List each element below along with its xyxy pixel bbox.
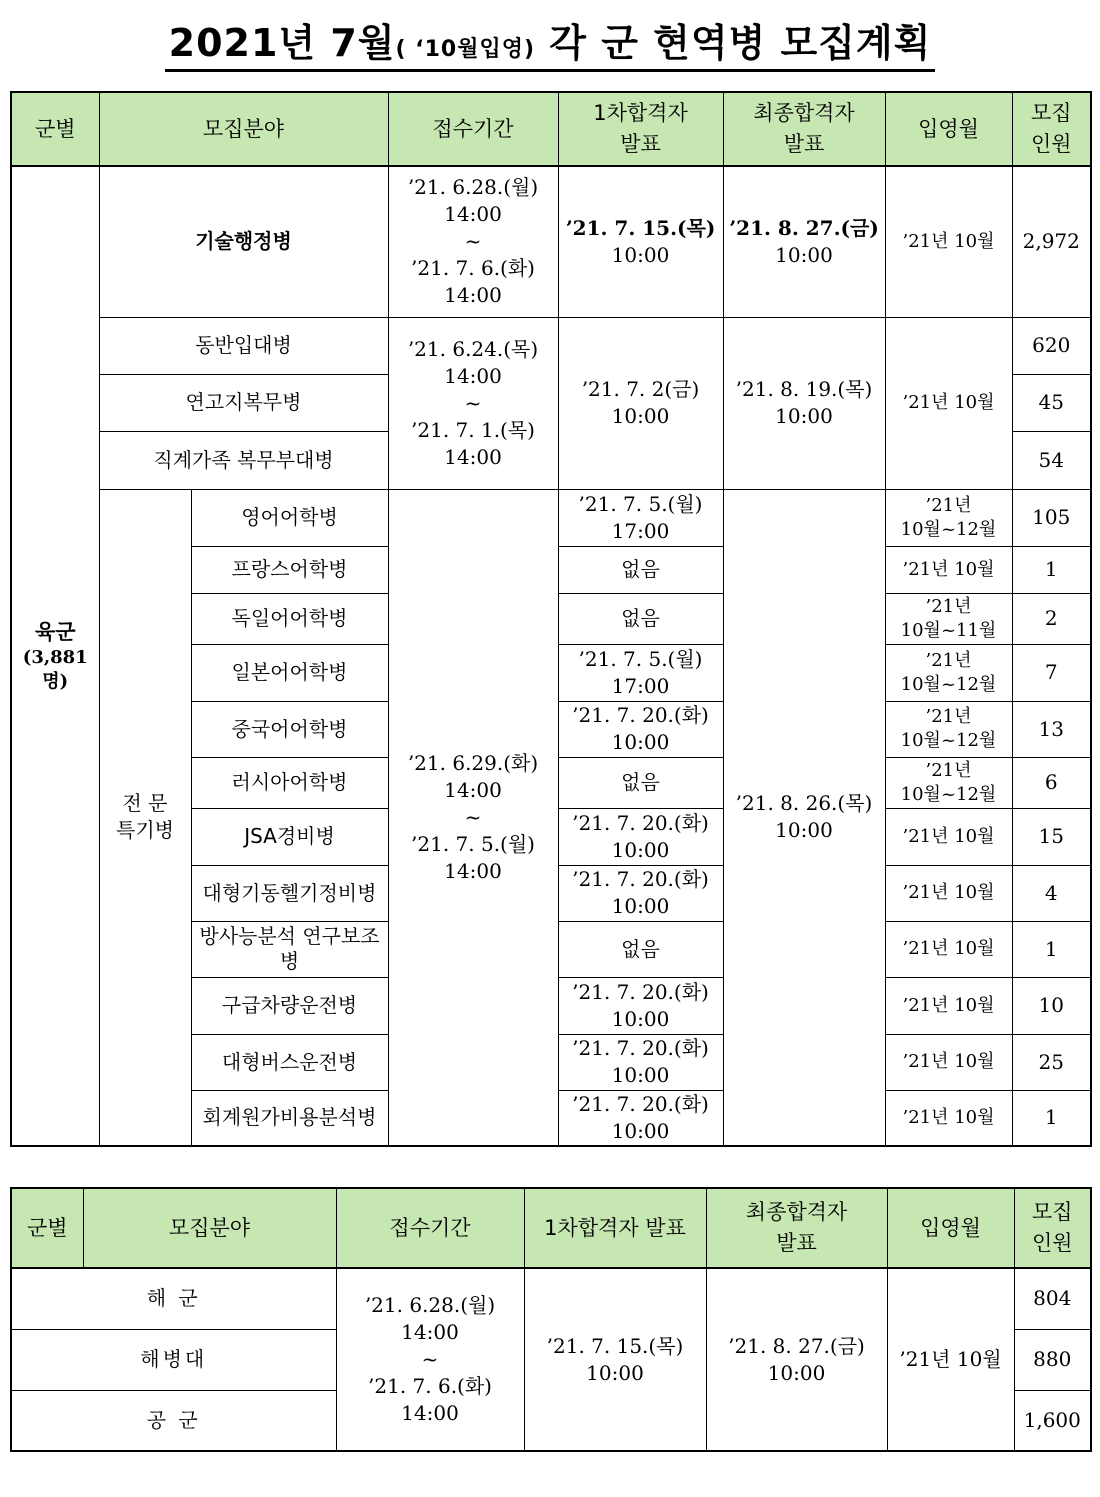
count-cell: 6 (1012, 757, 1091, 808)
first-announce-cell: ’21. 7. 20.(화) 10:00 (558, 1090, 723, 1146)
count-cell: 1 (1012, 1090, 1091, 1146)
first-announce-cell: ’21. 7. 20.(화) 10:00 (558, 701, 723, 757)
field-cell: 일본어어학병 (191, 644, 388, 701)
count-cell: 10 (1012, 977, 1091, 1034)
header-count: 모집 인원 (1012, 92, 1091, 166)
enlist-month-cell: ’21년 10월 (885, 317, 1012, 489)
count-cell: 620 (1012, 317, 1091, 374)
count-cell: 45 (1012, 374, 1091, 431)
field-cell: 러시아어학병 (191, 757, 388, 808)
other-branches-table (10, 1187, 1092, 1452)
period-cell: ’21. 6.28.(월) 14:00 ~ ’21. 7. 6.(화) 14:00 (336, 1268, 524, 1451)
field-cell: 방사능분석 연구보조병 (191, 921, 388, 977)
header-enlist-month: 입영월 (887, 1188, 1014, 1268)
header-final-announce: 최종합격자 발표 (706, 1188, 887, 1268)
header-first-announce: 1차합격자 발표 (558, 92, 723, 166)
count-cell: 2 (1012, 593, 1091, 644)
branch-airforce: 공 군 (11, 1390, 336, 1451)
header-count: 모집 인원 (1014, 1188, 1091, 1268)
field-cell: 회계원가비용분석병 (191, 1090, 388, 1146)
branch-navy: 해 군 (11, 1268, 336, 1329)
enlist-month-cell: ’21년 10월 (885, 977, 1012, 1034)
count-cell: 7 (1012, 644, 1091, 701)
final-announce-cell: ’21. 8. 27.(금) 10:00 (706, 1268, 887, 1451)
army-branch-cell: 육군 (3,881명) (11, 166, 99, 1146)
first-announce-cell: ’21. 7. 20.(화) 10:00 (558, 977, 723, 1034)
first-announce-cell: ’21. 7. 20.(화) 10:00 (558, 1034, 723, 1090)
header-final-announce: 최종합격자 발표 (723, 92, 885, 166)
table-row (11, 1268, 1091, 1329)
enlist-month-cell: ’21년 10월~12월 (885, 644, 1012, 701)
count-cell: 54 (1012, 431, 1091, 489)
first-announce-cell: ’21. 7. 5.(월) 17:00 (558, 489, 723, 546)
final-announce-cell: ’21. 8. 19.(목) 10:00 (723, 317, 885, 489)
count-cell: 2,972 (1012, 166, 1091, 317)
first-announce-cell: 없음 (558, 593, 723, 644)
count-cell: 804 (1014, 1268, 1091, 1329)
period-cell: ’21. 6.29.(화) 14:00 ~ ’21. 7. 5.(월) 14:00 (388, 489, 558, 1146)
final-announce-cell: ’21. 8. 27.(금) 10:00 (723, 166, 885, 317)
count-cell: 880 (1014, 1329, 1091, 1390)
first-announce-cell: ’21. 7. 15.(목) 10:00 (558, 166, 723, 317)
enlist-month-cell: ’21년 10월 (885, 865, 1012, 921)
field-cell: 직계가족 복무부대병 (99, 431, 388, 489)
first-announce-cell: 없음 (558, 757, 723, 808)
field-cell: 대형기동헬기정비병 (191, 865, 388, 921)
title-main-suffix: 각 군 현역병 모집계획 (549, 21, 932, 65)
first-announce-cell: ’21. 7. 2(금) 10:00 (558, 317, 723, 489)
field-cell: 프랑스어학병 (191, 546, 388, 593)
first-announce-cell: 없음 (558, 921, 723, 977)
enlist-month-cell: ’21년 10월 (885, 808, 1012, 865)
header-enlist-month: 입영월 (885, 92, 1012, 166)
army-recruitment-table (10, 91, 1092, 1147)
field-cell: 동반입대병 (99, 317, 388, 374)
enlist-month-cell: ’21년 10월~12월 (885, 489, 1012, 546)
table-row (11, 489, 1091, 546)
table-row (11, 166, 1091, 317)
table1-header-row (11, 92, 1091, 166)
header-first-announce: 1차합격자 발표 (524, 1188, 706, 1268)
enlist-month-cell: ’21년 10월 (885, 166, 1012, 317)
document-title (0, 12, 1100, 72)
special-skills-label: 전 문 특기병 (99, 489, 191, 1146)
field-tech-admin: 기술행정병 (99, 166, 388, 317)
count-cell: 1 (1012, 921, 1091, 977)
count-cell: 15 (1012, 808, 1091, 865)
enlist-month-cell: ’21년 10월~11월 (885, 593, 1012, 644)
header-branch: 군별 (11, 92, 99, 166)
table2-header-row (11, 1188, 1091, 1268)
first-announce-cell: ’21. 7. 20.(화) 10:00 (558, 808, 723, 865)
enlist-month-cell: ’21년 10월 (885, 921, 1012, 977)
field-cell: JSA경비병 (191, 808, 388, 865)
count-cell: 25 (1012, 1034, 1091, 1090)
enlist-month-cell: ’21년 10월~12월 (885, 757, 1012, 808)
field-cell: 중국어어학병 (191, 701, 388, 757)
table-row (11, 317, 1091, 374)
count-cell: 13 (1012, 701, 1091, 757)
header-period: 접수기간 (388, 92, 558, 166)
header-field: 모집분야 (99, 92, 388, 166)
enlist-month-cell: ’21년 10월 (887, 1268, 1014, 1451)
field-cell: 독일어어학병 (191, 593, 388, 644)
field-cell: 영어어학병 (191, 489, 388, 546)
final-announce-cell: ’21. 8. 26.(목) 10:00 (723, 489, 885, 1146)
enlist-month-cell: ’21년 10월~12월 (885, 701, 1012, 757)
header-branch: 군별 (11, 1188, 83, 1268)
first-announce-cell: 없음 (558, 546, 723, 593)
enlist-month-cell: ’21년 10월 (885, 1090, 1012, 1146)
period-cell: ’21. 6.24.(목) 14:00 ~ ’21. 7. 1.(목) 14:00 (388, 317, 558, 489)
field-cell: 구급차량운전병 (191, 977, 388, 1034)
enlist-month-cell: ’21년 10월 (885, 546, 1012, 593)
enlist-month-cell: ’21년 10월 (885, 1034, 1012, 1090)
header-field: 모집분야 (83, 1188, 336, 1268)
count-cell: 4 (1012, 865, 1091, 921)
first-announce-cell: ’21. 7. 20.(화) 10:00 (558, 865, 723, 921)
field-cell: 연고지복무병 (99, 374, 388, 431)
count-cell: 1 (1012, 546, 1091, 593)
title-main-prefix: 2021년 7월 (168, 21, 396, 65)
count-cell: 1,600 (1014, 1390, 1091, 1451)
first-announce-cell: ’21. 7. 5.(월) 17:00 (558, 644, 723, 701)
first-announce-cell: ’21. 7. 15.(목) 10:00 (524, 1268, 706, 1451)
field-cell: 대형버스운전병 (191, 1034, 388, 1090)
branch-marines: 해병대 (11, 1329, 336, 1390)
count-cell: 105 (1012, 489, 1091, 546)
header-period: 접수기간 (336, 1188, 524, 1268)
period-cell: ’21. 6.28.(월) 14:00 ~ ’21. 7. 6.(화) 14:00 (388, 166, 558, 317)
title-paren: ( ‘10월입영) (395, 37, 536, 62)
